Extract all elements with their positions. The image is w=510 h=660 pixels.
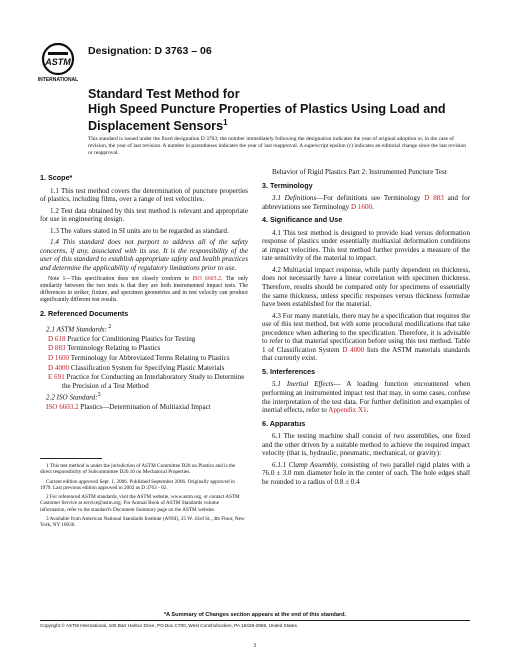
astm-standards-label: 2.1 ASTM Standards: $^2$: [46, 324, 112, 334]
paragraph-6-1: 6.1 The testing machine shall consist of two assemblies, one fixed and the other driven by a suitable method to achieve the required impact velocity (that is, hydraulic, pneumatic, mechanical, or gravity):: [262, 432, 470, 458]
section-heading-significance: 4. Significance and Use: [262, 215, 343, 225]
left-column: [40, 168, 248, 413]
right-column: [262, 168, 470, 490]
appendix-x1-link[interactable]: Appendix X1: [328, 406, 367, 415]
title-line1: Standard Test Method for: [88, 87, 240, 101]
reference-link[interactable]: D 4000: [48, 363, 70, 372]
d883-link[interactable]: D 883: [424, 194, 444, 203]
summary-of-changes-note: *A Summary of Changes section appears at the end of this standard.: [163, 612, 347, 618]
iso-standard-label: 2.2 ISO Standard:$^3$: [46, 392, 101, 402]
footnote-1-edition: Current edition approved Sept. 1, 2006. Published September 2006. Originally approved in 1979. Last previous edition approved in 2002 as D 3763 - 02.: [40, 478, 235, 491]
iso-reference-continued: Behavior of Rigid Plastics Part 2: Instrumented Puncture Test: [272, 168, 447, 176]
note-1-label: Note 1—: [48, 276, 72, 283]
iso-reference-item: ISO 6603.2 Plastics—Determination of Multiaxial Impact: [46, 403, 211, 412]
reference-list: [40, 335, 248, 390]
page-number: 1: [253, 642, 257, 649]
section-heading-apparatus: 6. Apparatus: [262, 418, 306, 428]
document-title: [88, 87, 448, 134]
footnote-1: 1 This test method is under the jurisdiction of ASTM Committee D20 on Plastics and is the direct responsibility of Subcommittee D20.10 on Mechanical Properties.: [40, 463, 236, 476]
paragraph-4-1: 4.1 This test method is designed to provide load versus deformation response of plastics under essentially multiaxial deformation conditions at impact velocities. This test method further provides a measure of the rate sensitivity of the material to impact.: [262, 228, 470, 263]
paragraph-6-1-1: 6.1.1 Clamp Assembly, consisting of two parallel rigid plates with a 76.0 ± 3.0 mm diameter hole in the center of each. The hole edges shall be rounded to a radius of 0.8 ± 0.4: [262, 460, 470, 486]
svg-text:ASTM: ASTM: [45, 57, 71, 67]
reference-item: D 1600 Terminology for Abbreviated Terms Relating to Plastics: [48, 354, 230, 363]
d1600-link[interactable]: D 1600: [351, 202, 373, 211]
section-heading-referenced-documents: 2. Referenced Documents: [40, 309, 129, 319]
bottom-divider: [40, 620, 470, 621]
iso-reference-link[interactable]: ISO 6603.2: [46, 403, 79, 412]
reference-item: E 691 Practice for Conducting an Interlaboratory Study to Determine the Precision of a Test Method: [48, 373, 245, 390]
section-heading-terminology: 3. Terminology: [262, 180, 313, 190]
title-line2: High Speed Puncture Properties of Plastics Using Load and: [88, 101, 446, 116]
copyright: Copyright © ASTM International, 100 Barr Harbor Drive, PO Box C700, West Conshohocken, PA 19428-2959, United States.: [40, 623, 299, 628]
reference-link[interactable]: D 1600: [48, 354, 70, 363]
footnote-divider: [40, 458, 102, 459]
reference-link[interactable]: D 618: [48, 334, 66, 343]
paragraph-3-1: 3.1 Definitions—For definitions see Terminology D 883 and for abbreviations see Terminology D 1600.: [262, 194, 471, 211]
reference-item: D 618 Practice for Conditioning Plastics for Testing: [48, 334, 196, 343]
paragraph-4-2: 4.2 Multiaxial impact response, while partly dependent on thickness, does not necessarily have a linear correlation with specimen thickness. Therefore, results should be compared only for specimens of essentially the same thickness, unless specific responses versus thickness formulae have been established for the material.: [262, 265, 470, 309]
astm-logo-icon: [36, 40, 80, 84]
footnotes: [40, 463, 246, 532]
svg-text:INTERNATIONAL: INTERNATIONAL: [37, 77, 79, 83]
section-heading-scope: 1. Scope*: [40, 173, 73, 182]
paragraph-5-1: 5.1 Inertial Effects— A loading function encountered when performing an instrumented impact test that may, in some cases, confuse the interpretation of the test data. For further definition and examples of inertial effects, refer to Appendix X1.: [262, 380, 470, 415]
designation: Designation: D 3763 – 06: [88, 45, 212, 57]
iso-6603-link[interactable]: ISO 6603.2: [192, 276, 221, 283]
paragraph-1-2: 1.2 Test data obtained by this test method is relevant and appropriate for use in engineering design.: [40, 206, 248, 224]
d4000-link[interactable]: D 4000: [342, 345, 365, 354]
section-heading-interferences: 5. Interferences: [262, 366, 316, 376]
footnote-2: 2 For referenced ASTM standards, visit the ASTM website, www.astm.org, or contact ASTM Customer Service at service@astm.org. For Annual Book of ASTM Standards volume information, refer to the standard's Document Summary page on the ASTM website.: [40, 494, 240, 513]
title-line3: Displacement Sensors$^1$: [88, 118, 228, 134]
reference-item: D 883 Terminology Relating to Plastics: [48, 344, 161, 353]
paragraph-1-4: 1.4 This standard does not purport to address all of the safety concerns, if any, associated with its use. It is the responsibility of the user of this standard to establish appropriate safety and health practices and determine the applicability of regulatory limitations prior to use.: [40, 238, 248, 272]
paragraph-1-1: 1.1 This test method covers the determination of puncture properties of plastics, including films, over a range of test velocities.: [40, 186, 248, 204]
paragraph-1-3: 1.3 The values stated in SI units are to be regarded as standard.: [50, 226, 229, 235]
note-1: Note 1—This specification does not closely conform to ISO 6603.2. The only similarity between the two tests is that they are both instrumented impact tests. The differences in striker, fixture, and specimen geometries and in test velocity can produce significantly different test results.: [40, 276, 249, 304]
footnote-3: 3 Available from American National Standards Institute (ANSI), 25 W. 43rd St., 4th Floor, New York, NY 10036.: [40, 516, 245, 529]
reference-link[interactable]: D 883: [48, 344, 66, 353]
paragraph-4-3: 4.3 For many materials, there may be a specification that requires the use of this test method, but with some procedural modifications that take precedence when adhering to the specification. Therefore, it is advisable to refer to that material specification before using this test method. Table 1 of Classification System D 4000 lists the ASTM materials standards that currently exist.: [262, 311, 470, 363]
preamble: This standard is issued under the fixed designation D 3763; the number immediately following the designation indicates the year of original adoption or, in the case of revision, the year of last revision. A number in parentheses indicates the year of last reapproval. A superscript epsilon (ε) indicates an editorial change since the last revision or reapproval.: [88, 136, 467, 157]
reference-item: D 4000 Classification System for Specifying Plastic Materials: [48, 363, 225, 372]
reference-link[interactable]: E 691: [48, 373, 65, 382]
